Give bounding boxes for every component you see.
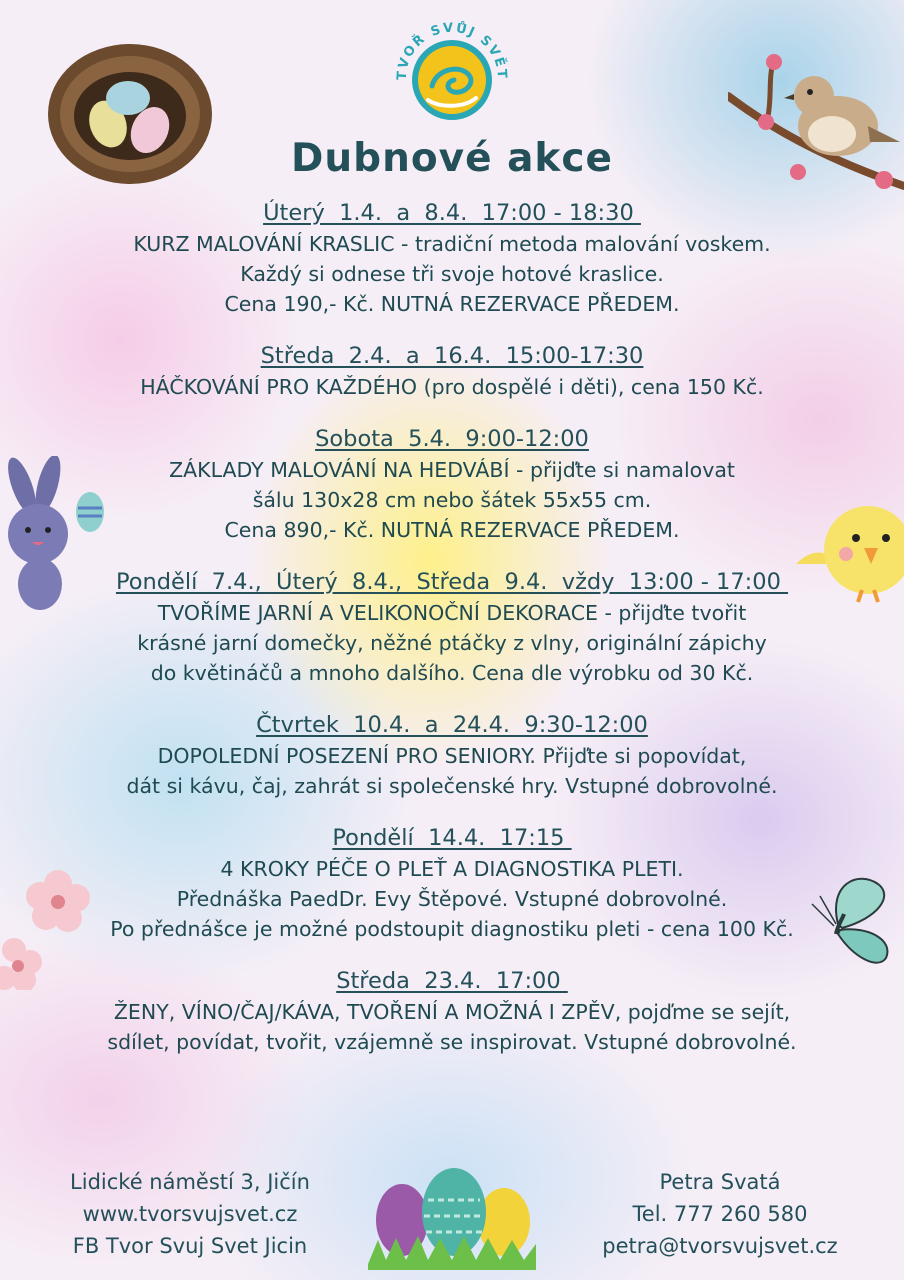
event-text-line: Cena 190,- Kč. NUTNÁ REZERVACE PŘEDEM. [224,292,680,316]
footer-website-link[interactable]: www.tvorsvujsvet.cz [82,1202,298,1226]
event-text-line: sdílet, povídat, tvořit, vzájemně se inspirovat. Vstupné dobrovolné. [107,1030,797,1054]
event-text-line: Přednáška PaedDr. Evy Štěpové. Vstupné dobrovolné. [176,887,728,911]
event-text-line: do květináčů a mnoho dalšího. Cena dle výrobku od 30 Kč. [150,661,754,685]
event-item [0,198,904,319]
footer-facebook-link[interactable]: FB Tvor Svuj Svet Jicin [72,1234,308,1258]
event-item [0,823,904,944]
event-item [0,341,904,402]
event-text-line: Po přednášce je možné podstoupit diagnostiku pleti - cena 100 Kč. [110,917,794,941]
event-heading: Pondělí 14.4. 17:15 [332,825,572,851]
event-heading: Sobota 5.4. 9:00-12:00 [315,426,589,452]
event-text-line: dát si kávu, čaj, zahrát si společenské hry. Vstupné dobrovolné. [126,774,778,798]
event-text-line: ZÁKLADY MALOVÁNÍ NA HEDVÁBÍ - přijďte si namalovat [169,458,735,482]
footer-address-line: Lidické náměstí 3, Jičín [70,1170,310,1194]
footer-address [40,1166,340,1262]
event-item [0,424,904,545]
event-heading: Pondělí 7.4., Úterý 8.4., Středa 9.4. vždy 13:00 - 17:00 [115,569,789,595]
footer-contact-name: Petra Svatá [659,1170,781,1194]
event-item [0,710,904,801]
event-heading: Středa 2.4. a 16.4. 15:00-17:30 [260,343,644,369]
event-text-line: TVOŘÍME JARNÍ A VELIKONOČNÍ DEKORACE - přijďte tvořit [157,601,747,625]
event-list [0,198,904,1079]
event-heading: Čtvrtek 10.4. a 24.4. 9:30-12:00 [256,712,648,738]
event-text-line: Cena 890,- Kč. NUTNÁ REZERVACE PŘEDEM. [224,518,680,542]
logo [392,12,512,124]
event-text-line: Každý si odnese tři svoje hotové kraslice. [240,262,664,286]
event-text-line: ŽENY, VÍNO/ČAJ/KÁVA, TVOŘENÍ A MOŽNÁ I ZPĚV, pojďme se sejít, [113,1000,791,1024]
easter-eggs-illustration [368,1160,536,1270]
event-heading: Středa 23.4. 17:00 [336,968,568,994]
event-text-line: krásné jarní domečky, něžné ptáčky z vlny, originální zápichy [137,631,767,655]
footer-phone-link[interactable]: Tel. 777 260 580 [632,1202,808,1226]
event-text-line: DOPOLEDNÍ POSEZENÍ PRO SENIORY. Přijďte si popovídat, [157,744,747,768]
event-text-line: KURZ MALOVÁNÍ KRASLIC - tradiční metoda malování voskem. [133,232,771,256]
footer-email-link[interactable]: petra@tvorsvujsvet.cz [602,1234,838,1258]
event-item [0,966,904,1057]
event-heading: Úterý 1.4. a 8.4. 17:00 - 18:30 [263,200,641,226]
event-text-line: HÁČKOVÁNÍ PRO KAŽDÉHO (pro dospělé i děti), cena 150 Kč. [140,375,764,399]
event-text-line: šálu 130x28 cm nebo šátek 55x55 cm. [252,488,652,512]
logo-text: TVOŘ SVŮJ SVĚT [394,20,510,81]
footer-contact [570,1166,870,1262]
page-title: Dubnové akce [291,136,613,181]
event-item [0,567,904,688]
event-text-line: 4 KROKY PÉČE O PLEŤ A DIAGNOSTIKA PLETI. [220,857,684,881]
